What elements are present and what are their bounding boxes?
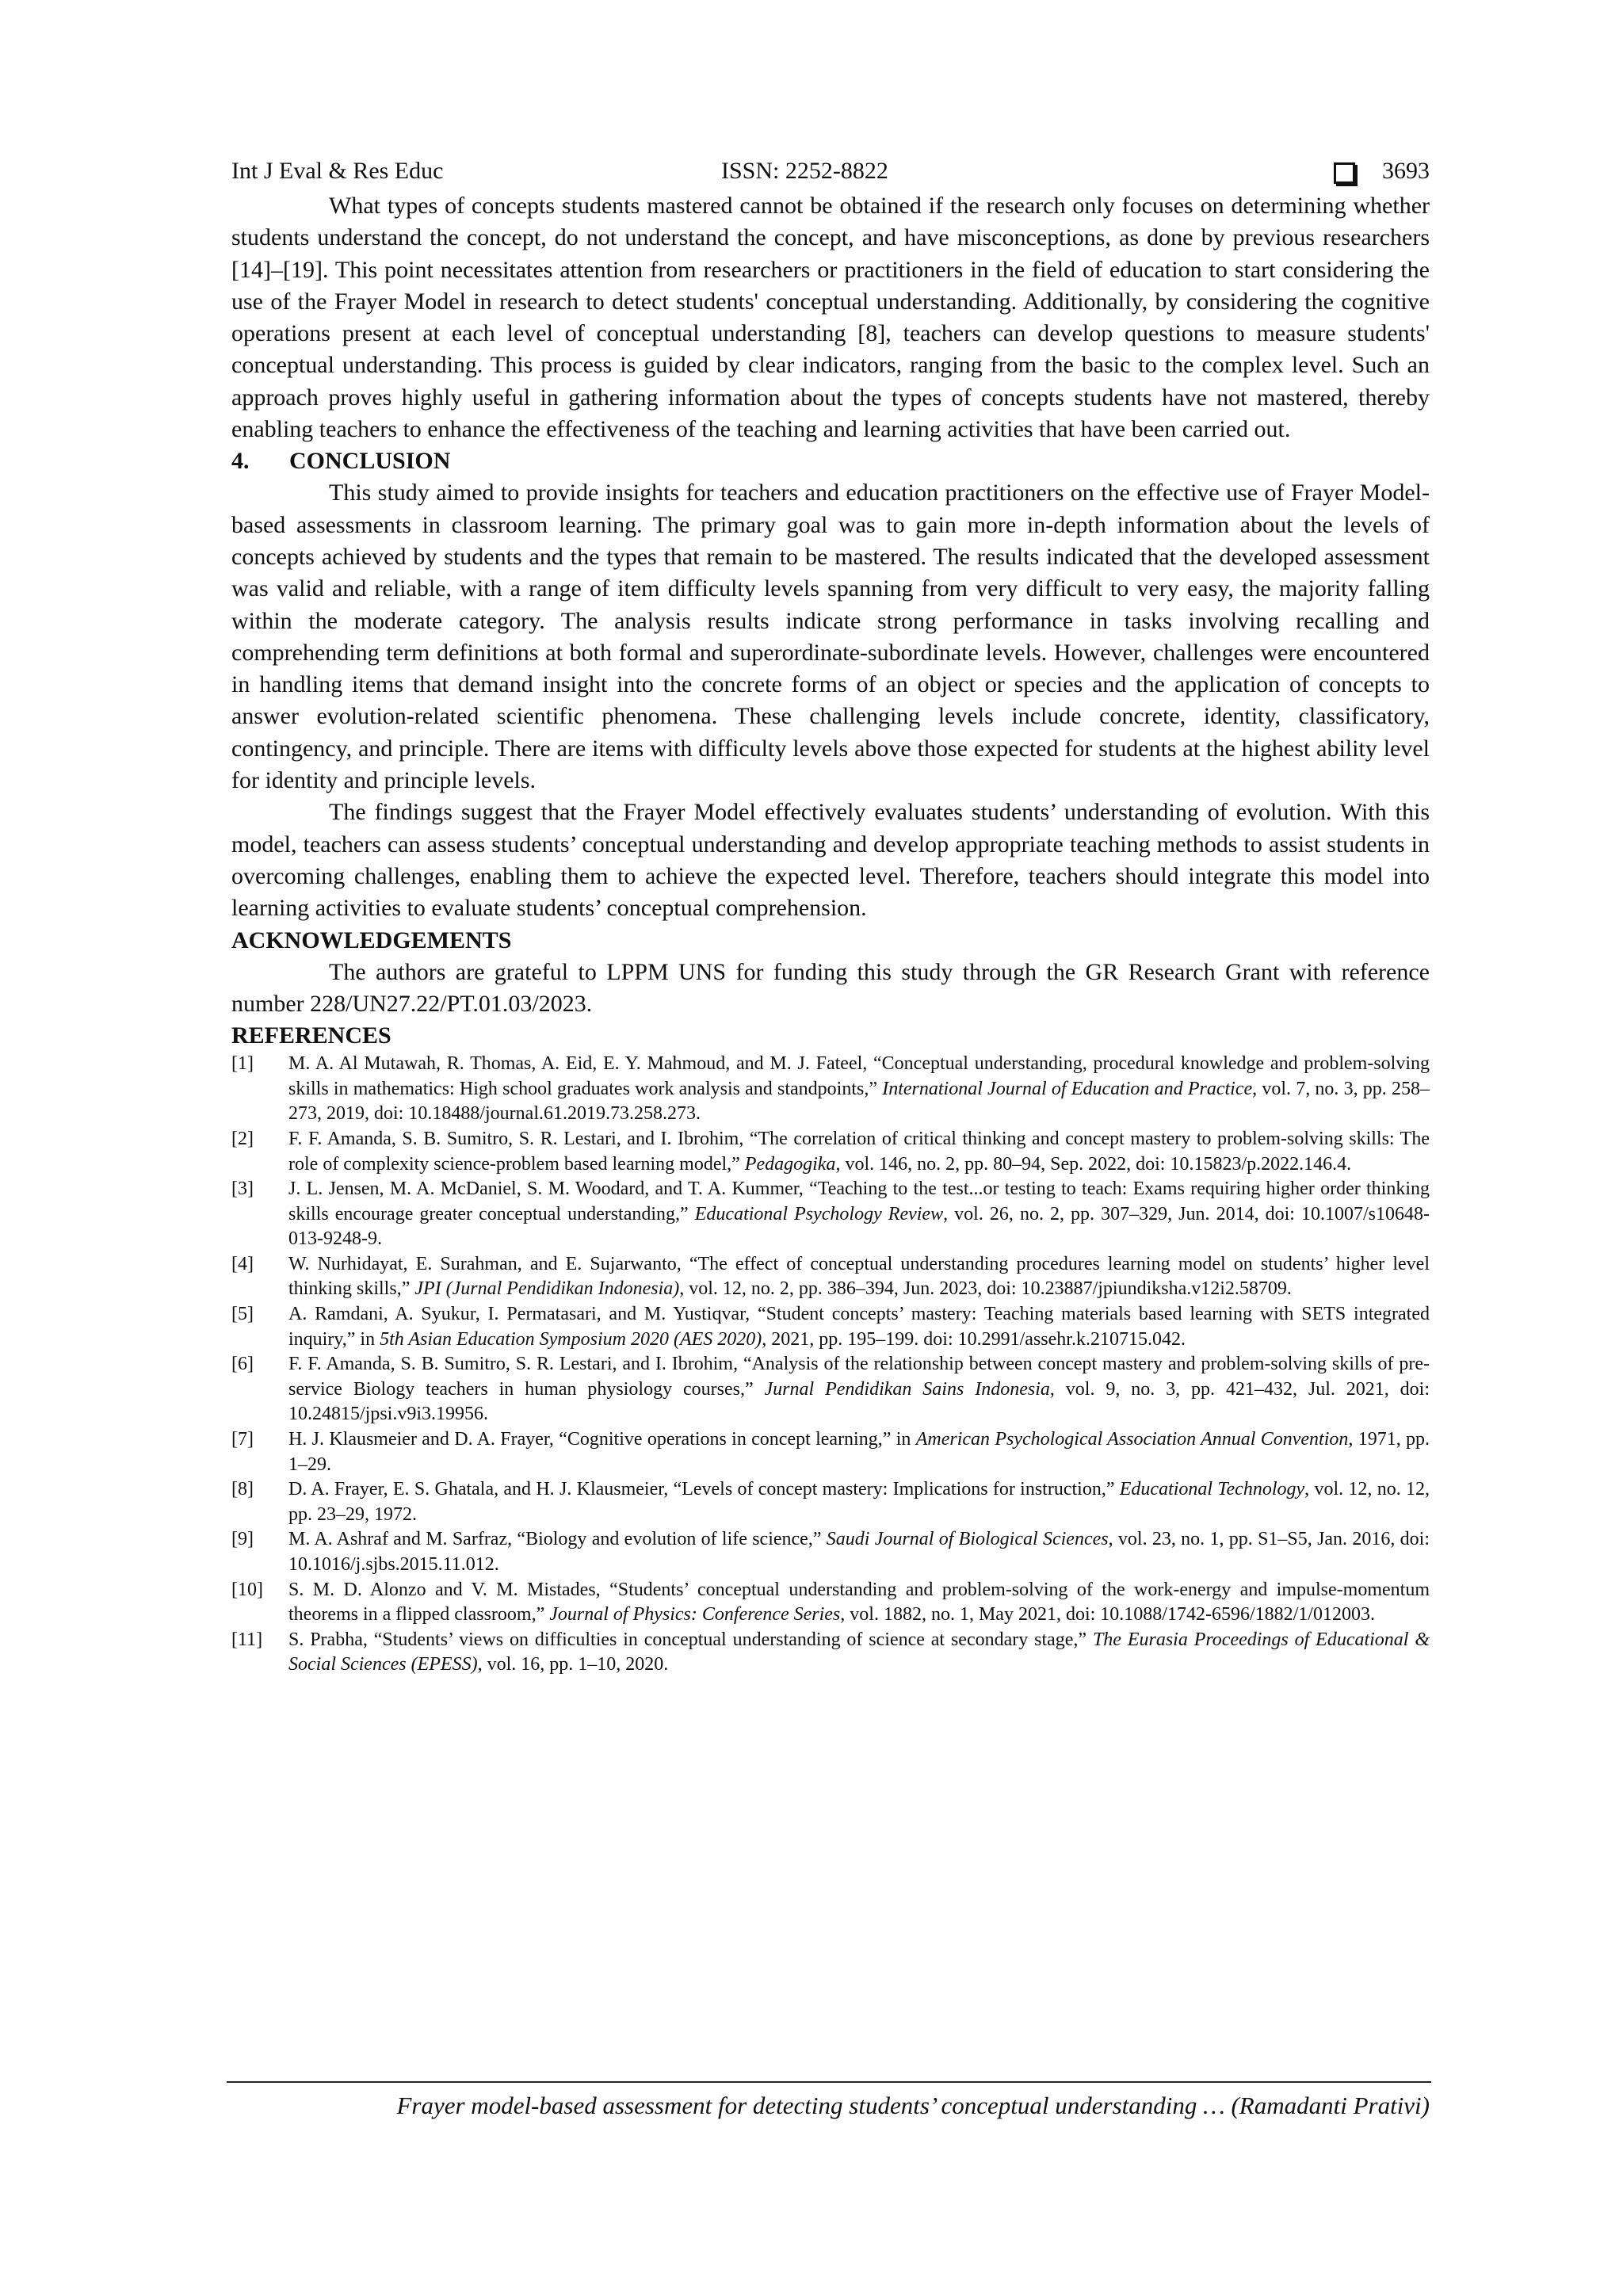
running-footer: Frayer model-based assessment for detecting students’ conceptual understanding … (Ramadanti Prativi) [396,2092,1430,2119]
intro-paragraph: What types of concepts students mastered cannot be obtained if the research only focuses on determining whether students understand the concept, do not understand the concept, and have misconceptions, as done by previous researchers [14]–[19]. This point necessitates attention from researchers or practitioners in the field of education to start considering the use of the Frayer Model in research to detect students' conceptual understanding. Additionally, by considering the cognitive operations present at each level of conceptual understanding [8], teachers can develop questions to measure students' conceptual understanding. This process is guided by clear indicators, ranging from the basic to the complex level. Such an approach proves highly useful in gathering information about the types of concepts students have not mastered, thereby enabling teachers to enhance the effectiveness of the teaching and learning activities that have been carried out. [231,193,1430,443]
reference-number: [6] [231,1354,254,1375]
reference-venue: Jurnal Pendidikan Sains Indonesia [764,1378,1050,1400]
reference-venue: International Journal of Education and Practice [882,1078,1253,1099]
journal-name: Int J Eval & Res Educ [231,158,444,184]
conclusion-paragraph-2: The findings suggest that the Frayer Model effectively evaluates students’ understanding of evolution. With this model, teachers can assess students’ conceptual understanding and develop appropriate teaching methods to assist students in overcoming challenges, enabling them to achieve the expected level. Therefore, teachers should integrate this model into learning activities to evaluate students’ conceptual comprehension. [231,799,1430,922]
issn: ISSN: 2252-8822 [721,158,888,184]
reference-text: D. A. Frayer, E. S. Ghatala, and H. J. Klausmeier, “Levels of concept mastery: Implications for instruction,” Educational Technology, vol. 12, no. 12, pp. 23–29, 1972. [288,1479,1430,1525]
reference-list [231,1052,1430,1678]
reference-item [231,1177,1430,1252]
reference-text: M. A. Ashraf and M. Sarfraz, “Biology and evolution of life science,” Saudi Journal of Biological Sciences, vol. 23, no. 1, pp. S1–S5, Jan. 2016, doi: 10.1016/j.sjbs.2015.11.012. [288,1529,1430,1575]
reference-item [231,1578,1430,1628]
reference-text: F. F. Amanda, S. B. Sumitro, S. R. Lestari, and I. Ibrohim, “Analysis of the relationship between concept mastery and problem-solving skills of pre-service Biology teachers in human physiology courses,” Jurnal Pendidikan Sains Indonesia, vol. 9, no. 3, pp. 421–432, Jul. 2021, doi: 10.24815/jpsi.v9i3.19956. [288,1354,1430,1425]
reference-text: F. F. Amanda, S. B. Sumitro, S. R. Lestari, and I. Ibrohim, “The correlation of critical thinking and concept mastery to problem-solving skills: The role of complexity science-problem based learning model,” Pedagogika, vol. 146, no. 2, pp. 80–94, Sep. 2022, doi: 10.15823/p.2022.146.4. [288,1128,1430,1175]
acknowledgements-text: The authors are grateful to LPPM UNS for funding this study through the GR Research Grant with reference number 228/UN27.22/PT.01.03/2023. [231,958,1430,1017]
page-number: 3693 [1382,158,1430,184]
reference-item [231,1127,1430,1177]
section-number: 4. [231,448,250,475]
reference-number: [1] [231,1053,254,1075]
acknowledgements-heading: ACKNOWLEDGEMENTS [231,926,512,953]
reference-text: M. A. Al Mutawah, R. Thomas, A. Eid, E. Y. Mahmoud, and M. J. Fateel, “Conceptual understanding, procedural knowledge and problem-solving skills in mathematics: High school graduates work analysis and standpoints,” International Journal of Education and Practice, vol. 7, no. 3, pp. 258–273, 2019, doi: 10.18488/journal.61.2019.73.258.273. [288,1053,1430,1125]
reference-venue: Educational Psychology Review [694,1203,944,1224]
footer-divider [227,2081,1431,2083]
reference-text: A. Ramdani, A. Syukur, I. Permatasari, and M. Yustiqvar, “Student concepts’ mastery: Teaching materials based learning with SETS integrated inquiry,” in 5th Asian Education Symposium 2020 (AES 2020), 2021, pp. 195–199. doi: 10.2991/assehr.k.210715.042. [288,1304,1430,1350]
reference-venue: The Eurasia Proceedings of Educational & Social Sciences (EPESS) [288,1629,1430,1675]
reference-text: W. Nurhidayat, E. Surahman, and E. Sujarwanto, “The effect of conceptual understanding procedures learning model on students’ higher level thinking skills,” JPI (Jurnal Pendidikan Indonesia), vol. 12, no. 2, pp. 386–394, Jun. 2023, doi: 10.23887/jpiundiksha.v12i2.58709. [288,1253,1430,1300]
square-bullet-icon [1334,162,1355,184]
references-heading: REFERENCES [231,1022,391,1049]
conclusion-paragraph-1: This study aimed to provide insights for teachers and education practitioners on the effective use of Frayer Model-based assessments in classroom learning. The primary goal was to gain more in-depth information about the levels of concepts achieved by students and the types that remain to be mastered. The results indicated that the developed assessment was valid and reliable, with a range of item difficulty levels spanning from very difficult to very easy, the majority falling within the moderate category. The analysis results indicate strong performance in tasks involving recalling and comprehending term definitions at both formal and superordinate-subordinate levels. However, challenges were encountered in handling items that demand insight into the concrete forms of an object or species and the application of concepts to answer evolution-related scientific phenomena. These challenging levels include concrete, identity, classificatory, contingency, and principle. There are items with difficulty levels above those expected for students at the highest ability level for identity and principle levels. [231,479,1430,794]
reference-number: [4] [231,1253,254,1274]
reference-number: [10] [231,1579,263,1600]
reference-venue: Educational Technology [1119,1479,1305,1500]
reference-number: [5] [231,1304,254,1325]
reference-number: [11] [231,1629,263,1650]
reference-text: J. L. Jensen, M. A. McDaniel, S. M. Woodard, and T. A. Kummer, “Teaching to the test...or testing to teach: Exams requiring higher order thinking skills encourage greater conceptual understanding,” Educational Psychology Review, vol. 26, no. 2, pp. 307–329, Jun. 2014, doi: 10.1007/s10648-013-9248-9. [288,1179,1430,1250]
reference-number: [9] [231,1529,254,1550]
reference-item [231,1302,1430,1352]
reference-venue: JPI (Jurnal Pendidikan Indonesia) [414,1278,680,1300]
reference-number: [3] [231,1179,254,1200]
reference-number: [8] [231,1479,254,1500]
reference-text: S. M. D. Alonzo and V. M. Mistades, “Students’ conceptual understanding and problem-solving of the work-energy and impulse-momentum theorems in a flipped classroom,” Journal of Physics: Conference Series, vol. 1882, no. 1, May 2021, doi: 10.1088/1742-6596/1882/1/012003. [288,1579,1430,1626]
reference-item [231,1252,1430,1302]
reference-item [231,1427,1430,1477]
reference-number: [7] [231,1429,254,1450]
reference-item [231,1628,1430,1678]
reference-item [231,1352,1430,1427]
page-number-box [1334,155,1430,187]
paper-page [231,155,1430,1678]
running-header [231,155,1430,190]
reference-text: S. Prabha, “Students’ views on difficulties in conceptual understanding of science at secondary stage,” The Eurasia Proceedings of Educational & Social Sciences (EPESS), vol. 16, pp. 1–10, 2020. [288,1629,1430,1675]
reference-item [231,1477,1430,1527]
reference-venue: Saudi Journal of Biological Sciences [826,1529,1109,1550]
reference-number: [2] [231,1128,254,1149]
section-title: CONCLUSION [289,448,451,475]
reference-venue: 5th Asian Education Symposium 2020 (AES 2020) [380,1328,762,1350]
reference-item [231,1527,1430,1577]
reference-venue: Pedagogika [744,1153,836,1175]
reference-item [231,1052,1430,1127]
reference-text: H. J. Klausmeier and D. A. Frayer, “Cognitive operations in concept learning,” in American Psychological Association Annual Convention, 1971, pp. 1–29. [288,1429,1430,1475]
conclusion-heading [231,445,1430,477]
reference-venue: Journal of Physics: Conference Series [549,1604,841,1626]
reference-venue: American Psychological Association Annual Convention [915,1429,1349,1450]
